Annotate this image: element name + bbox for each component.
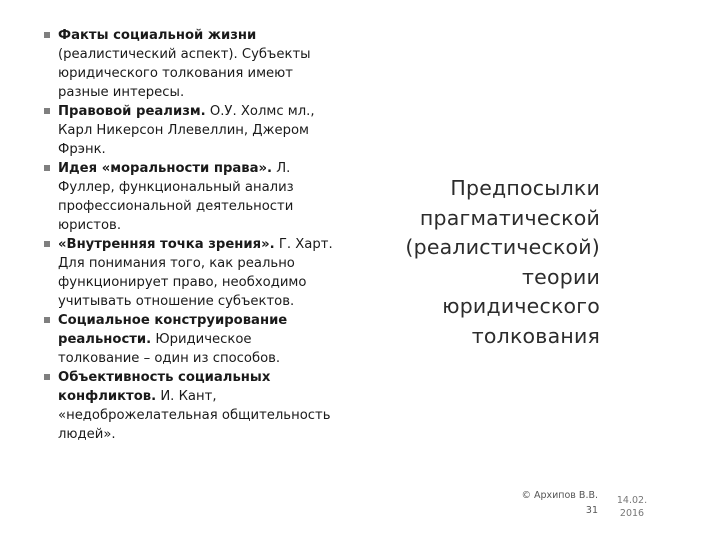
bullet-item: [44, 311, 334, 368]
bullet-text: Л. Фуллер, функциональный анализ профессиональной деятельности юристов.: [58, 161, 294, 233]
bullet-heading: «Внутренняя точка зрения».: [58, 237, 275, 252]
bullet-heading: Объективность социальных конфликтов.: [58, 370, 271, 404]
square-bullet-icon: [44, 241, 50, 247]
title-line: юридического: [442, 294, 600, 318]
bullet-text: (реалистический аспект). Субъекты юридического толкования имеют разные интересы.: [58, 47, 311, 100]
square-bullet-icon: [44, 374, 50, 380]
title-line: теории: [522, 264, 600, 289]
bullet-item: [44, 159, 334, 235]
title-line: Предпосылки: [450, 176, 600, 200]
bullet-item: [44, 26, 334, 102]
footer-date: [608, 494, 656, 520]
title-line: (реалистической): [405, 235, 600, 259]
page-number: 31: [585, 505, 598, 516]
square-bullet-icon: [44, 32, 50, 38]
date-line: 14.02.: [616, 495, 648, 506]
bullet-item: [44, 102, 334, 159]
bullet-text: И. Кант, «недоброжелательная общительность людей».: [58, 389, 331, 442]
slide-title: [380, 174, 600, 351]
square-bullet-icon: [44, 317, 50, 323]
square-bullet-icon: [44, 108, 50, 114]
bullet-text: Юридическое толкование – один из способов.: [58, 332, 281, 366]
bullet-heading: Социальное конструирование реальности.: [58, 313, 288, 347]
bullet-list: [44, 26, 334, 444]
title-line: прагматической: [419, 205, 600, 230]
footer-author: [470, 488, 598, 518]
bullet-heading: Факты социальной жизни: [58, 28, 257, 43]
title-line: толкования: [471, 323, 600, 348]
bullet-text: О.У. Холмс мл., Карл Никерсон Ллевеллин, Джером Фрэнк.: [58, 104, 315, 157]
bullet-heading: Идея «моральности права».: [58, 161, 273, 176]
bullet-item: [44, 368, 334, 444]
bullet-text: Г. Харт. Для понимания того, как реально функционирует право, необходимо учитывать отношение субъектов.: [58, 237, 333, 309]
author-text: © Архипов В.В.: [521, 490, 598, 501]
square-bullet-icon: [44, 165, 50, 171]
bullet-item: [44, 235, 334, 311]
bullet-heading: Правовой реализм.: [58, 104, 206, 119]
date-line: 2016: [619, 508, 645, 519]
